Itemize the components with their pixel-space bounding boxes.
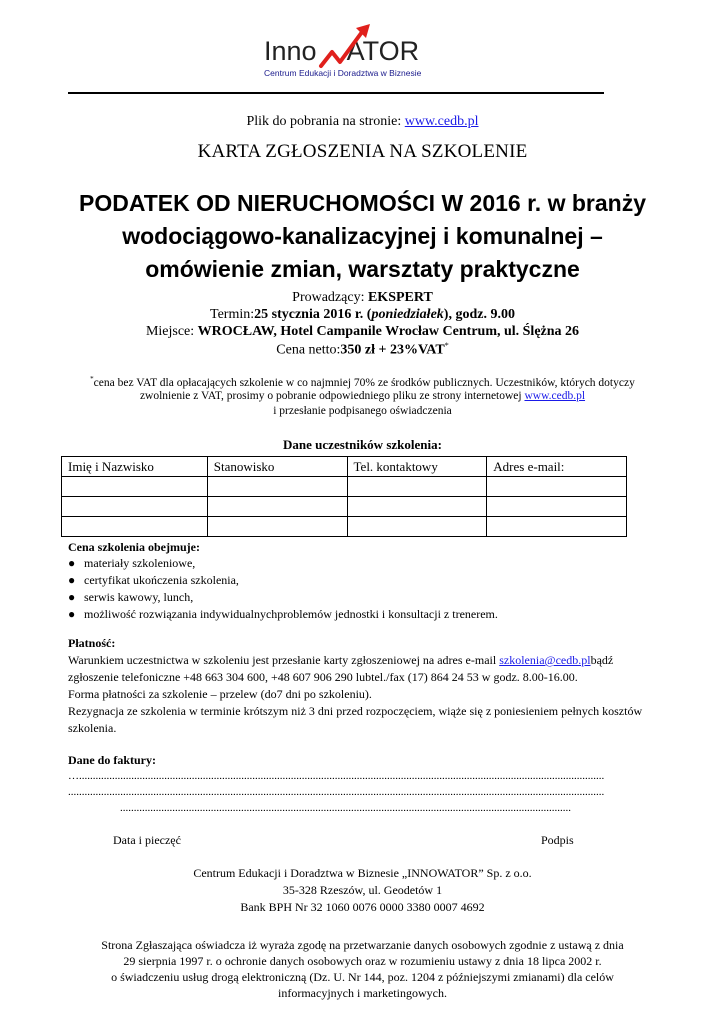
headline-line-3: omówienie zmian, warsztaty praktyczne xyxy=(145,256,580,282)
email-cell[interactable] xyxy=(487,497,627,517)
place-value: WROCŁAW, Hotel Campanile Wrocław Centrum, ul. Ślężna 26 xyxy=(197,324,580,339)
date-rest: ), godz. 9.00 xyxy=(443,307,515,322)
vat-note-text-2: zwolnienie z VAT, prosimy o pobranie odpowiedniego pliku ze strony internetowej xyxy=(139,390,525,402)
bullet-icon: ● xyxy=(68,573,76,587)
payment-email-link[interactable]: szkolenia@cedb.pl xyxy=(499,653,591,667)
date-stamp-label: Data i pieczęć xyxy=(113,833,181,847)
invoice-field-2[interactable]: ................................................................................................................................................................................................... xyxy=(68,786,605,798)
payment-line-1 xyxy=(68,652,658,669)
payment-line-4: Rezygnacja ze szkolenia w terminie krótszym niż 3 dni przed rozpoczęciem, wiąże się z poniesieniem pełnych kosztów xyxy=(68,704,643,718)
invoice-heading: Dane do faktury: xyxy=(68,753,157,767)
vat-note-line-3: i przesłanie podpisanego oświadczenia xyxy=(273,405,452,417)
download-line xyxy=(0,114,725,130)
list-item-text: certyfikat ukończenia szkolenia, xyxy=(84,573,239,587)
place-label: Miejsce: xyxy=(145,324,198,339)
column-header: Tel. kontaktowy xyxy=(347,457,487,477)
date-line xyxy=(0,307,725,323)
headline-line-2: wodociągowo-kanalizacyjnej i komunalnej – xyxy=(122,223,603,249)
table-row xyxy=(62,517,627,537)
column-header: Stanowisko xyxy=(207,457,347,477)
participants-header-row xyxy=(62,457,627,477)
date-label: Termin: xyxy=(210,307,255,322)
email-cell[interactable] xyxy=(487,477,627,497)
date-value: 25 stycznia 2016 r. ( xyxy=(254,307,372,322)
download-label: Plik do pobrania na stronie: xyxy=(246,114,405,129)
vat-note-mark: * xyxy=(90,375,94,383)
payment-line-3: Forma płatności za szkolenie – przelew (do7 dni po szkoleniu). xyxy=(68,687,372,701)
list-item xyxy=(60,607,498,624)
payment-line-5: szkolenia. xyxy=(68,721,117,735)
position-cell[interactable] xyxy=(207,477,347,497)
logo-name-suffix: ATOR xyxy=(346,36,420,66)
invoice-field-3[interactable]: .................................................................................................................................................................... xyxy=(120,802,571,814)
list-item-text: serwis kawowy, lunch, xyxy=(84,590,194,604)
bullet-icon: ● xyxy=(68,556,76,570)
column-header: Adres e-mail: xyxy=(487,457,627,477)
includes-list xyxy=(60,556,498,624)
invoice-field-1[interactable]: …............................................................................................................................................................................................... xyxy=(68,770,605,782)
signature-label: Podpis xyxy=(541,833,574,847)
phone-cell[interactable] xyxy=(347,517,487,537)
payment-line-2: zgłoszenie telefoniczne +48 663 304 600, +48 607 906 290 lubtel./fax (17) 864 24 53 w godz. 8.00-16.00. xyxy=(68,670,578,684)
company-line-3: Bank BPH Nr 32 1060 0076 0000 3380 0007 4692 xyxy=(240,900,485,914)
logo-name-prefix: Inno xyxy=(264,36,317,66)
phone-cell[interactable] xyxy=(347,477,487,497)
consent-line-3: o świadczeniu usług drogą elektroniczną (Dz. U. Nr 144, poz. 1204 z późniejszymi zmianami) dla celów xyxy=(111,970,614,984)
list-item xyxy=(60,556,498,573)
place-line xyxy=(0,324,725,340)
price-label: Cena netto: xyxy=(276,342,341,358)
participants-heading: Dane uczestników szkolenia: xyxy=(283,437,442,452)
column-header: Imię i Nazwisko xyxy=(62,457,208,477)
payment-heading: Płatność: xyxy=(68,636,116,650)
list-item xyxy=(60,573,498,590)
includes-heading: Cena szkolenia obejmuje: xyxy=(68,540,200,554)
consent-line-1: Strona Zgłaszająca oświadcza iż wyraża zgodę na przetwarzanie danych osobowych zgodnie z ustawą z dnia xyxy=(101,938,624,952)
headline-line-1: PODATEK OD NIERUCHOMOŚCI W 2016 r. w branży xyxy=(78,190,646,216)
table-row xyxy=(62,477,627,497)
name-cell[interactable] xyxy=(62,477,208,497)
leader-line xyxy=(0,290,725,306)
vat-note-line-1 xyxy=(0,375,725,389)
vat-note-line-2 xyxy=(0,390,725,402)
list-item-text: materiały szkoleniowe, xyxy=(84,556,196,570)
price-value: 350 zł + 23%VAT xyxy=(340,342,445,358)
company-line-2: 35-328 Rzeszów, ul. Geodetów 1 xyxy=(282,883,443,897)
logo-tagline: Centrum Edukacji i Doradztwa w Biznesie xyxy=(264,68,422,78)
position-cell[interactable] xyxy=(207,517,347,537)
company-line-1: Centrum Edukacji i Doradztwa w Biznesie „INNOWATOR” Sp. z o.o. xyxy=(193,866,532,880)
leader-value: EKSPERT xyxy=(367,290,433,305)
payment-text-1b: bądź xyxy=(590,653,614,667)
participants-table xyxy=(61,456,627,537)
list-item xyxy=(60,590,498,607)
vat-note-link[interactable]: www.cedb.pl xyxy=(524,390,586,402)
position-cell[interactable] xyxy=(207,497,347,517)
form-title: KARTA ZGŁOSZENIA NA SZKOLENIE xyxy=(197,141,528,162)
price-line xyxy=(0,341,725,359)
download-link[interactable]: www.cedb.pl xyxy=(404,114,479,129)
logo-arrow-icon xyxy=(318,22,374,70)
name-cell[interactable] xyxy=(62,497,208,517)
name-cell[interactable] xyxy=(62,517,208,537)
consent-line-2: 29 sierpnia 1997 r. o ochronie danych osobowych oraz w rozumieniu ustawy z dnia 18 lipca 2002 r. xyxy=(123,954,602,968)
vat-note-text-1: cena bez VAT dla opłacających szkolenie w co najmniej 70% ze środków publicznych. Uczestników, których dotyczy xyxy=(93,376,635,389)
bullet-icon: ● xyxy=(68,607,76,621)
header-divider xyxy=(68,92,604,94)
table-row xyxy=(62,497,627,517)
price-mark: * xyxy=(444,341,449,350)
date-day: poniedziałek xyxy=(371,307,444,322)
phone-cell[interactable] xyxy=(347,497,487,517)
email-cell[interactable] xyxy=(487,517,627,537)
list-item-text: możliwość rozwiązania indywidualnychproblemów jednostki i konsultacji z trenerem. xyxy=(84,607,498,621)
consent-line-4: informacyjnych i marketingowych. xyxy=(278,986,447,1000)
payment-text-1: Warunkiem uczestnictwa w szkoleniu jest przesłanie karty zgłoszeniowej na adres e-mail xyxy=(68,653,500,667)
leader-label: Prowadzący: xyxy=(292,290,368,305)
bullet-icon: ● xyxy=(68,590,76,604)
